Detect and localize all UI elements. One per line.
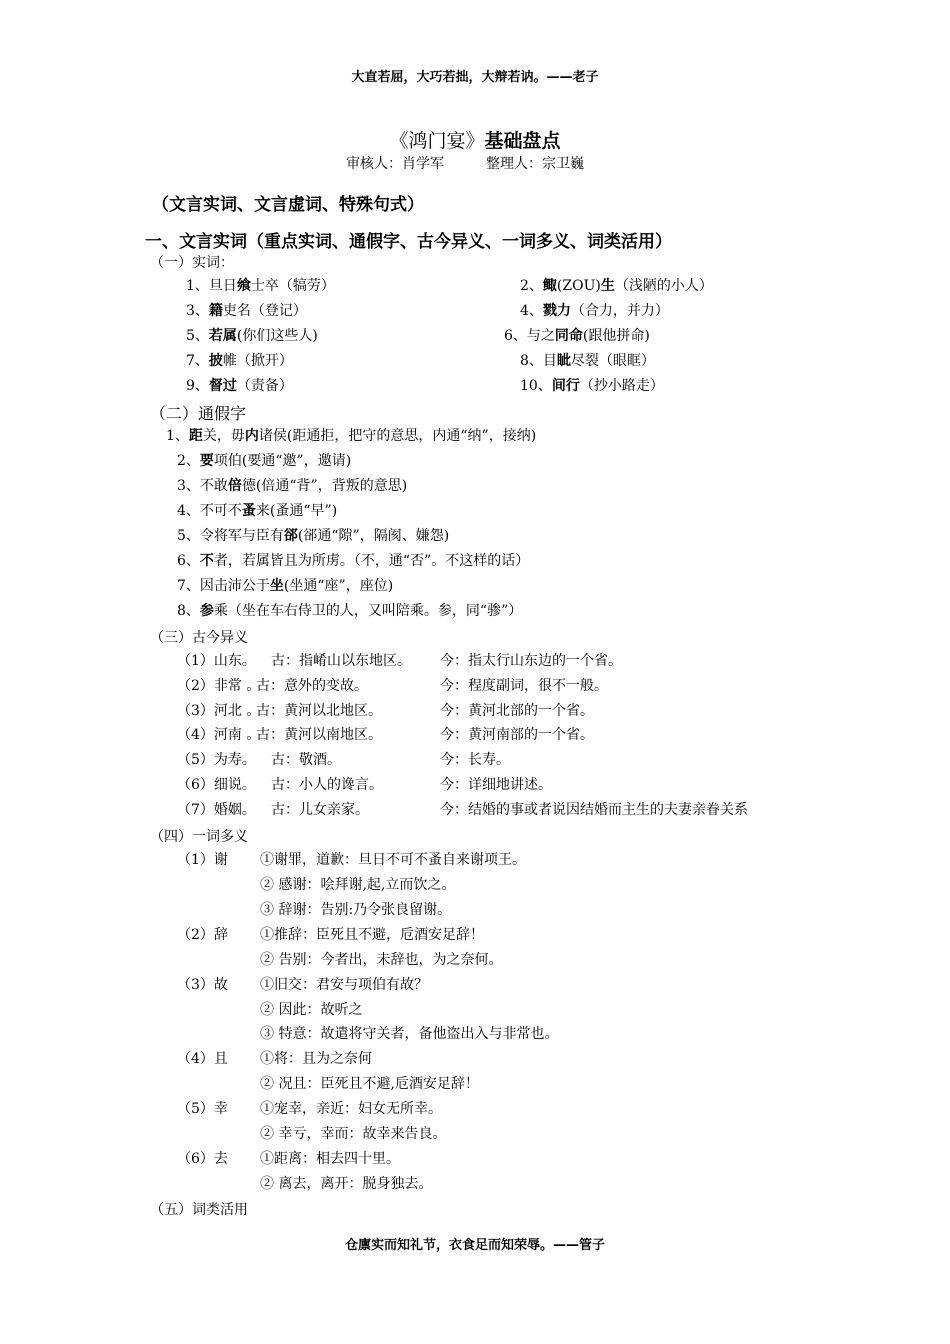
list-item [520, 377, 664, 395]
item-gloss: 尽裂（眼眶） [570, 353, 655, 369]
item-gloss: 诸侯(距通拒，把守的意思，内通“纳”，接纳) [258, 428, 537, 444]
editor-name: 整理人：宗卫巍 [486, 156, 584, 172]
list-item: （6）细说。 [177, 777, 256, 793]
item-text: 9、 [186, 378, 209, 394]
list-item: （5）为寿。 [177, 752, 256, 768]
item-modern: 今：黄河北部的一个省。 [440, 703, 594, 719]
item-modern: 今：程度副词，很不一般。 [440, 678, 608, 694]
list-item [177, 452, 351, 470]
sense-text: ② 因此：故听之 [260, 1002, 363, 1018]
list-item: （2）非常 。 [177, 678, 261, 694]
item-gloss: 项伯(要通“邀”，邀请) [213, 453, 352, 469]
item-text: 4、不可不 [177, 503, 242, 519]
item-keyword: 倍 [227, 478, 242, 494]
item-keyword: 要 [199, 453, 214, 469]
item-gloss: (你们这些人) [236, 328, 318, 344]
footer-quote: 仓廪实而知礼节，衣食足而知荣辱。——管子 [344, 1238, 605, 1253]
item-pinyin: (ZOU) [556, 278, 601, 294]
item-keyword: 籍 [208, 303, 223, 319]
reviewers-line [346, 153, 584, 173]
section-title-shici: （一）实词： [150, 255, 234, 271]
section-heading: 一、文言实词（重点实词、通假字、古今异义、一词多义、词类活用） [145, 232, 672, 252]
item-text: 7、因击沛公于 [177, 578, 270, 594]
item-keyword: 同命 [554, 328, 583, 344]
item-text: 6、 [177, 553, 200, 569]
item-keyword: 披 [208, 353, 223, 369]
sense-text: ② 告别：今者出，未辞也，为之奈何。 [260, 952, 503, 968]
item-gloss: （责备） [236, 378, 293, 394]
sense-text: ② 离去，离开：脱身独去。 [260, 1176, 433, 1192]
item-keyword: 不 [199, 553, 214, 569]
list-item [186, 377, 293, 395]
sense-text: ①谢罪，道歉：旦日不可不蚤自来谢项王。 [260, 852, 526, 868]
item-keyword: 间行 [551, 378, 580, 394]
item-keyword: 距 [188, 428, 203, 444]
document-title [0, 126, 950, 153]
item-keyword: 戮力 [542, 303, 571, 319]
item-text: 5、令将军与臣有 [177, 528, 284, 544]
item-text: 8、 [177, 603, 200, 619]
item-modern: 今：详细地讲述。 [440, 777, 552, 793]
item-gloss: (坐通“座”，座位) [283, 578, 394, 594]
sense-text: ② 况且：臣死且不避,卮酒安足辞！ [260, 1076, 479, 1092]
item-modern: 今：黄河南部的一个省。 [440, 727, 594, 743]
item-gloss: 者，若属皆且为所虏。（不，通“否”。不这样的话） [213, 553, 530, 569]
item-gloss: （合力，并力） [570, 303, 669, 319]
list-item [177, 477, 407, 495]
list-item: （6）去 [177, 1151, 228, 1167]
item-text: 1、旦日 [186, 278, 237, 294]
list-item: （2）辞 [177, 927, 228, 943]
item-text: 关，毋 [202, 428, 245, 444]
item-keyword: 郤 [283, 528, 298, 544]
item-gloss: 帷（掀开） [222, 353, 293, 369]
sense-text: ①推辞：臣死且不避，卮酒安足辞！ [260, 927, 484, 943]
item-keyword: 坐 [269, 578, 284, 594]
item-gloss: 来(蚤通“早”) [255, 503, 338, 519]
sense-text: ② 感谢：哙拜谢,起,立而饮之。 [260, 877, 456, 893]
list-item [520, 352, 655, 370]
item-keyword: 眦 [556, 353, 571, 369]
list-item: （7）婚姻。 [177, 802, 256, 818]
sense-text: ③ 辞谢：告别:乃令张良留谢。 [260, 902, 452, 918]
document-title-pre: 《鸿门宴》 [389, 130, 485, 152]
item-gloss: （抄小路走） [579, 378, 664, 394]
list-item [186, 352, 293, 370]
item-keyword: 内 [244, 428, 259, 444]
list-item: （4）河南 。 [177, 727, 261, 743]
list-item [177, 577, 393, 595]
item-ancient: 古：黄河以北地区。 [256, 703, 382, 719]
item-text: 2、 [177, 453, 200, 469]
list-item [186, 327, 318, 345]
list-item [177, 602, 522, 620]
section-title-gujinyiyi: （三）古今异义 [150, 630, 248, 646]
item-keyword: 飨 [236, 278, 251, 294]
item-text: 2、 [520, 278, 543, 294]
item-modern: 今：指太行山东边的一个省。 [440, 653, 622, 669]
list-item [177, 502, 337, 520]
item-gloss: （浅陋的小人） [614, 278, 713, 294]
item-modern: 今：结婚的事或者说因结婚而主生的夫妻亲眷关系 [440, 802, 748, 818]
item-ancient: 古：意外的变故。 [256, 678, 368, 694]
item-gloss: 吏名（登记） [222, 303, 307, 319]
sense-text: ①旧交：君安与项伯有故？ [260, 977, 428, 993]
reviewer-name: 审核人：肖学军 [346, 156, 444, 172]
item-keyword: 若属 [208, 328, 237, 344]
item-keyword: 鲰 [542, 278, 557, 294]
list-item: （1）谢 [177, 852, 228, 868]
section-title-cileihuoyong: （五）词类活用 [150, 1202, 248, 1218]
item-text: 6、与之 [504, 328, 555, 344]
item-ancient: 古：黄河以南地区。 [256, 727, 382, 743]
subtitle: （文言实词、文言虚词、特殊句式） [152, 195, 424, 215]
item-text: 3、不敢 [177, 478, 228, 494]
item-modern: 今：长寿。 [440, 752, 510, 768]
list-item: （3）河北 。 [177, 703, 261, 719]
document-title-bold: 基础盘点 [484, 130, 561, 152]
list-item [177, 527, 449, 545]
item-keyword: 督过 [208, 378, 237, 394]
item-text: 5、 [186, 328, 209, 344]
item-ancient: 古：敬酒。 [271, 752, 341, 768]
list-item [520, 302, 669, 320]
item-keyword: 参 [199, 603, 214, 619]
list-item: （1）山东。 [177, 653, 256, 669]
section-title-yiciduoyi: （四）一词多义 [150, 829, 248, 845]
sense-text: ② 幸亏，幸而：故幸来告良。 [260, 1126, 447, 1142]
item-text: 7、 [186, 353, 209, 369]
list-item [504, 327, 650, 345]
sense-text: ①宠幸，亲近：妇女无所幸。 [260, 1101, 442, 1117]
item-ancient: 古：指崤山以东地区。 [271, 653, 411, 669]
item-text: 3、 [186, 303, 209, 319]
sense-text: ①距离：相去四十里。 [260, 1151, 400, 1167]
item-gloss: (郤通“隙”，隔阂、嫌怨) [297, 528, 450, 544]
section-title-tongjiazi: （二）通假字 [150, 404, 247, 423]
sense-text: ①将：且为之奈何 [260, 1051, 372, 1067]
list-item [177, 552, 529, 570]
sense-text: ③ 特意：故遣将守关者，备他盗出入与非常也。 [260, 1026, 559, 1042]
item-text: 8、目 [520, 353, 557, 369]
item-keyword: 生 [600, 278, 615, 294]
list-item [186, 302, 307, 320]
item-gloss: 士卒（犒劳） [250, 278, 335, 294]
item-text: 10、 [520, 378, 552, 394]
item-ancient: 古：小人的谗言。 [271, 777, 383, 793]
list-item: （3）故 [177, 977, 228, 993]
item-text: 4、 [520, 303, 543, 319]
list-item [186, 277, 335, 295]
item-ancient: 古：儿女亲家。 [271, 802, 369, 818]
list-item [520, 277, 713, 295]
item-keyword: 蚤 [241, 503, 256, 519]
list-item: （5）幸 [177, 1101, 228, 1117]
item-gloss: (跟他拼命) [582, 328, 650, 344]
item-text: 1、 [166, 428, 189, 444]
item-gloss: 乘（坐在车右侍卫的人，又叫陪乘。参，同“骖”） [213, 603, 523, 619]
list-item [166, 427, 536, 445]
list-item: （4）且 [177, 1051, 228, 1067]
header-quote: 大直若屈，大巧若拙，大辩若讷。——老子 [351, 70, 599, 85]
item-gloss: 德(倍通“背”，背叛的意思) [241, 478, 408, 494]
